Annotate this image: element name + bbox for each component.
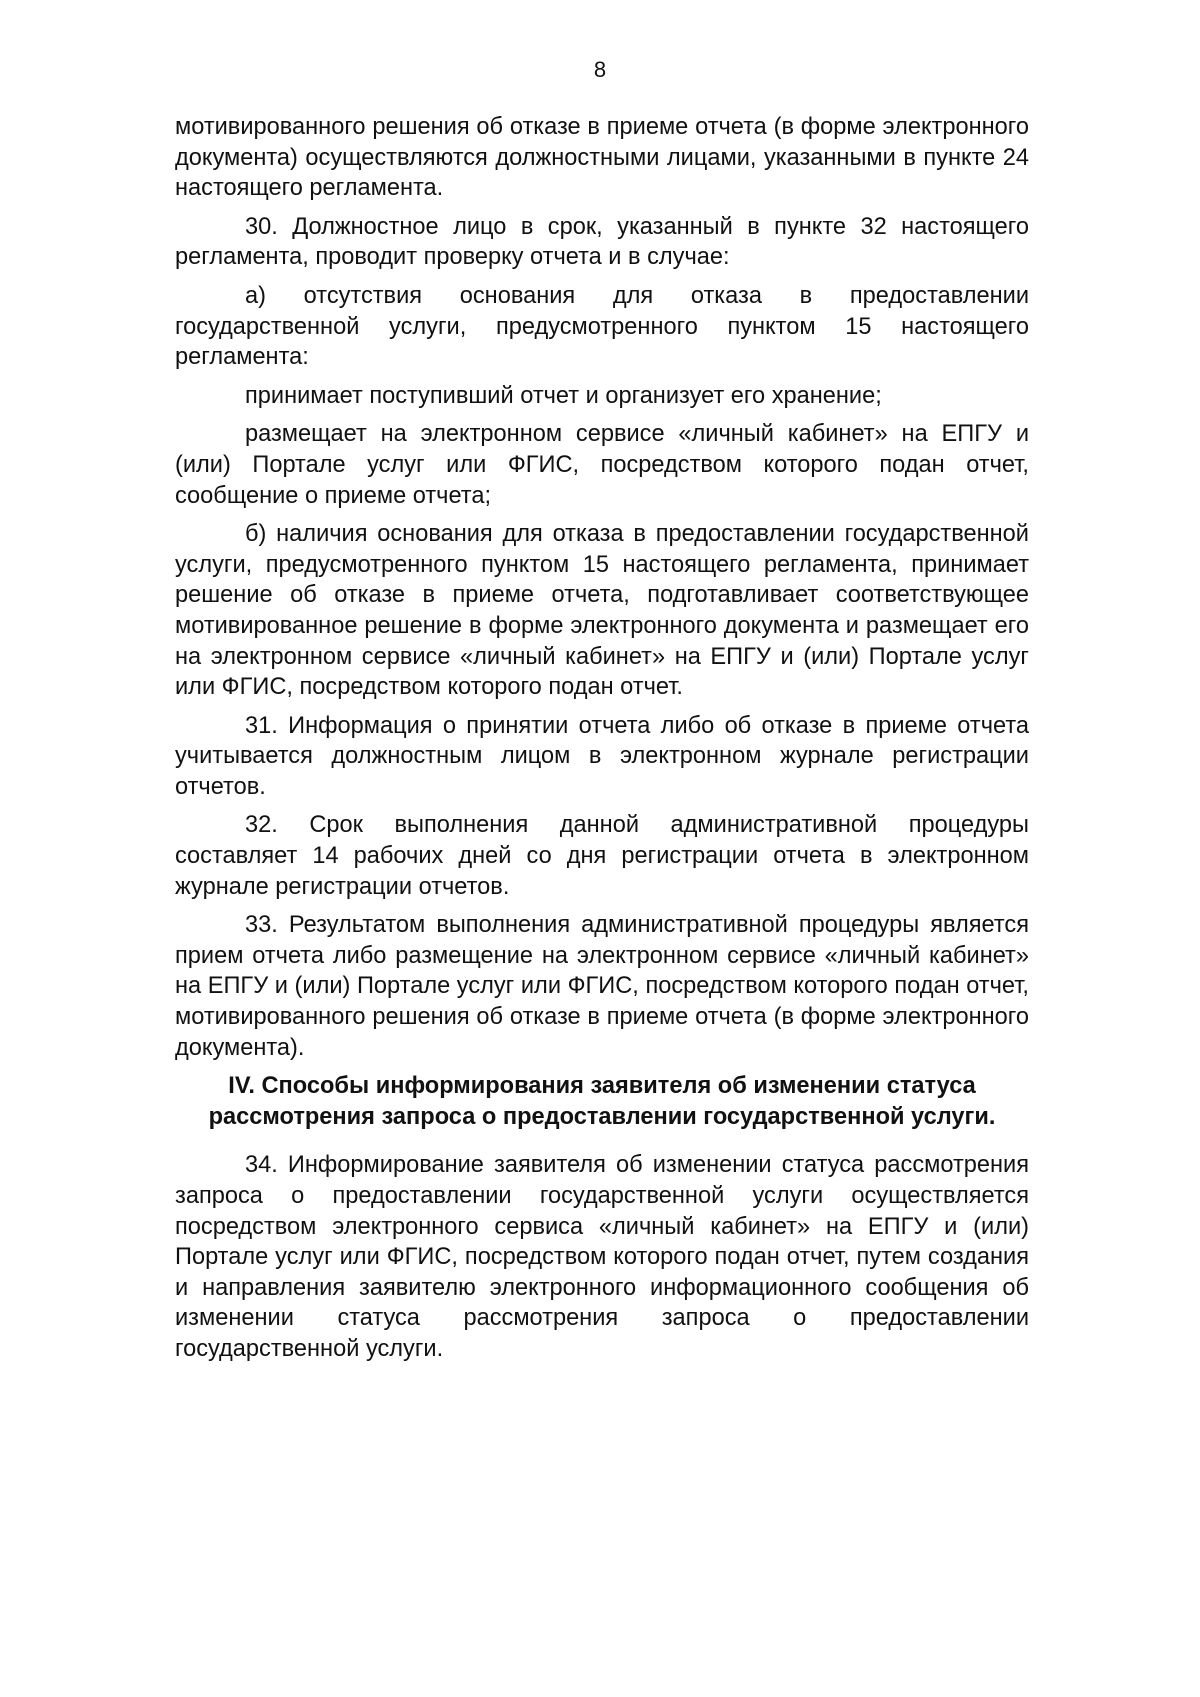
paragraph-30-a: а) отсутствия основания для отказа в предоставлении государственной услуги, предусмотренного пунктом 15 настоящего регламента: [175,282,1029,371]
paragraph-31: 31. Информация о принятии отчета либо об отказе в приеме отчета учитывается должностным лицом в электронном журнале регистрации отчетов. [175,712,1029,800]
paragraph-continued: мотивированного решения об отказе в приеме отчета (в форме электронного документа) осуществляются должностными лицами, указанными в пункте 24 настоящего регламента. [175,114,1029,202]
paragraph-30: 30. Должностное лицо в срок, указанный в пункте 32 настоящего регламента, проводит проверку отчета и в случае: [175,213,1029,271]
paragraph-30-a-accept: принимает поступивший отчет и организует его хранение; [245,382,882,409]
paragraph-33: 33. Результатом выполнения административной процедуры является прием отчета либо размещение на электронном сервисе «личный кабинет» на ЕПГУ и (или) Портале услуг или ФГИС, посредством которого подан отчет, мотивированного решения об отказе в приеме отчета (в форме электронного документа). [175,912,1029,1061]
document-body [175,112,1029,1373]
section-heading [175,1071,1029,1132]
page-number: 8 [593,57,607,82]
paragraph-34: 34. Информирование заявителя об изменении статуса рассмотрения запроса о предоставлении государственной услуги осуществляется посредством электронного сервиса «личный кабинет» на ЕПГУ и (или) Портале услуг или ФГИС, посредством которого подан отчет, путем создания и направления заявителю электронного информационного сообщения об изменении статуса рассмотрения запроса о предоставлении государственной услуги. [175,1152,1029,1362]
paragraph-30-a-publish: размещает на электронном сервисе «личный кабинет» на ЕПГУ и (или) Портале услуг или ФГИС, посредством которого подан отчет, сообщение о приеме отчета; [175,421,1029,509]
section-heading-line-1: IV. Способы информирования заявителя об изменении статуса [228,1073,976,1100]
paragraph-30-b: б) наличия основания для отказа в предоставлении государственной услуги, предусмотренного пунктом 15 настоящего регламента, принимает решение об отказе в приеме отчета, подготавливает соответствующее мотивированное решение в форме электронного документа и размещает его на электронном сервисе «личный кабинет» на ЕПГУ и (или) Портале услуг или ФГИС, посредством которого подан отчет. [175,521,1029,701]
paragraph-32: 32. Срок выполнения данной административной процедуры составляет 14 рабочих дней со дня регистрации отчета в электронном журнале регистрации отчетов. [175,812,1029,900]
section-heading-line-2: рассмотрения запроса о предоставлении государственной услуги. [208,1103,996,1130]
